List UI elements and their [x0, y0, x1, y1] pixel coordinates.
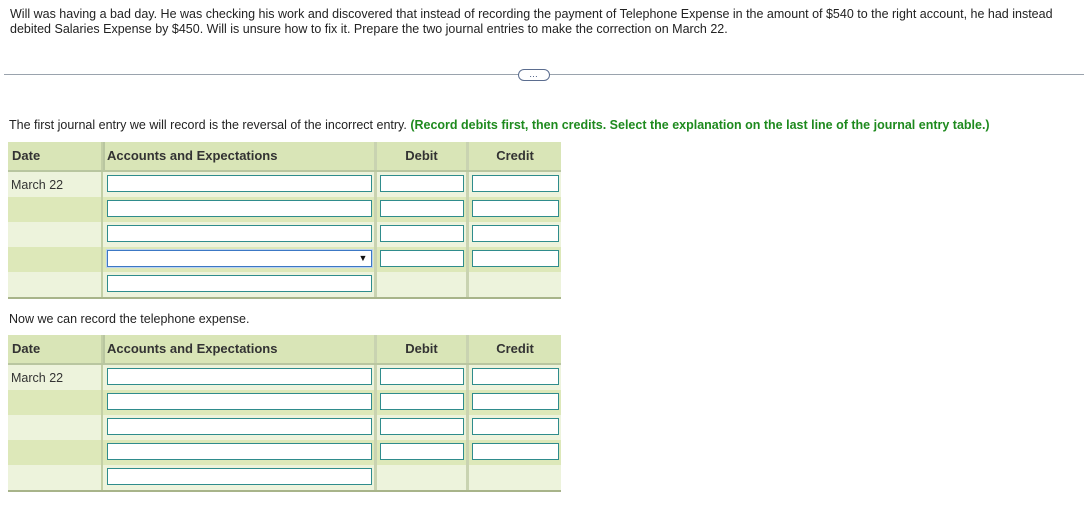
debit-input[interactable] — [380, 393, 464, 410]
debit-cell-empty — [377, 272, 469, 297]
table-row — [8, 172, 561, 197]
instruction-text: The first journal entry we will record is the reversal of the incorrect entry. — [9, 118, 407, 132]
date-cell — [8, 222, 103, 247]
credit-input[interactable] — [472, 368, 559, 385]
date-cell — [8, 197, 103, 222]
journal-entry-table-1 — [8, 142, 561, 299]
table-row — [8, 390, 561, 415]
credit-input[interactable] — [472, 250, 559, 267]
credit-input[interactable] — [472, 443, 559, 460]
account-input[interactable] — [107, 418, 372, 435]
debit-input[interactable] — [380, 250, 464, 267]
header-accounts: Accounts and Expectations — [103, 335, 377, 363]
explanation-input[interactable] — [107, 275, 372, 292]
account-input[interactable] — [107, 368, 372, 385]
header-debit: Debit — [377, 335, 469, 363]
credit-cell-empty — [469, 465, 561, 490]
debit-cell-empty — [377, 465, 469, 490]
credit-cell-empty — [469, 272, 561, 297]
table-row — [8, 415, 561, 440]
instruction-note: (Record debits first, then credits. Select the explanation on the last line of the journal entry table.) — [410, 118, 990, 132]
date-cell — [8, 247, 103, 272]
date-cell — [8, 415, 103, 440]
header-debit: Debit — [377, 142, 469, 170]
credit-input[interactable] — [472, 418, 559, 435]
account-select[interactable] — [107, 250, 372, 267]
problem-statement: Will was having a bad day. He was checking his work and discovered that instead of recording the payment of Telephone Expense in the amount of $540 to the right account, he had instead debited Salaries Expense by $450. Will is unsure how to fix it. Prepare the two journal entries to make the correction on March 22. — [10, 7, 1053, 36]
date-cell — [8, 272, 103, 297]
credit-input[interactable] — [472, 225, 559, 242]
table-row — [8, 247, 561, 272]
table-header — [8, 142, 561, 172]
table-row — [8, 222, 561, 247]
more-options-button[interactable]: … — [518, 69, 550, 81]
table-row — [8, 197, 561, 222]
table-row — [8, 440, 561, 465]
instruction-second-entry: Now we can record the telephone expense. — [9, 312, 250, 326]
table-row — [8, 365, 561, 390]
header-date: Date — [8, 142, 103, 170]
credit-input[interactable] — [472, 393, 559, 410]
credit-input[interactable] — [472, 175, 559, 192]
explanation-input[interactable] — [107, 468, 372, 485]
debit-input[interactable] — [380, 225, 464, 242]
debit-input[interactable] — [380, 418, 464, 435]
table-header — [8, 335, 561, 365]
debit-input[interactable] — [380, 368, 464, 385]
debit-input[interactable] — [380, 175, 464, 192]
credit-input[interactable] — [472, 200, 559, 217]
header-date: Date — [8, 335, 103, 363]
explanation-row — [8, 465, 561, 492]
account-input[interactable] — [107, 225, 372, 242]
header-accounts: Accounts and Expectations — [103, 142, 377, 170]
account-input[interactable] — [107, 393, 372, 410]
account-input[interactable] — [107, 200, 372, 217]
journal-entry-table-2 — [8, 335, 561, 492]
date-cell — [8, 440, 103, 465]
debit-input[interactable] — [380, 443, 464, 460]
header-credit: Credit — [469, 335, 561, 363]
date-cell — [8, 390, 103, 415]
account-input[interactable] — [107, 443, 372, 460]
chevron-down-icon[interactable]: ▼ — [358, 253, 368, 263]
date-cell: March 22 — [8, 172, 103, 197]
instruction-first-entry — [9, 118, 990, 132]
account-input[interactable] — [107, 175, 372, 192]
debit-input[interactable] — [380, 200, 464, 217]
date-cell: March 22 — [8, 365, 103, 390]
header-credit: Credit — [469, 142, 561, 170]
date-cell — [8, 465, 103, 490]
explanation-row — [8, 272, 561, 299]
